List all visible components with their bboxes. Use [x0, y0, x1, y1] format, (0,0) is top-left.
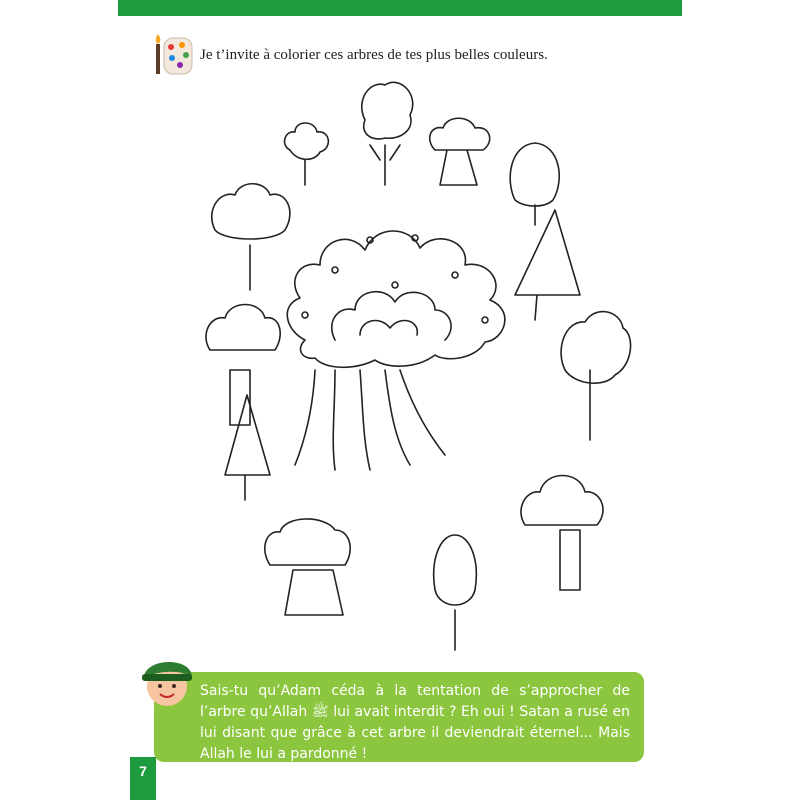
page-number: 7 [139, 763, 147, 779]
boy-avatar-icon [134, 648, 200, 714]
instruction-text: Je t’invite à colorier ces arbres de tes plus belles couleurs. [200, 46, 548, 63]
page-number-tab [130, 757, 156, 800]
info-box [154, 672, 644, 762]
top-header-bar [118, 0, 682, 16]
trees-illustration [185, 70, 635, 660]
trees-coloring-illustration [185, 70, 635, 660]
info-text: Sais-tu qu’Adam céda à la tentation de s’approcher de l’arbre qu’Allah ﷺ lui avait interdit ? Eh oui ! Satan a rusé en lui disant que grâce à cet arbre il deviendrait éternel... Mais Allah le lui a pardonné ! [200, 683, 631, 762]
